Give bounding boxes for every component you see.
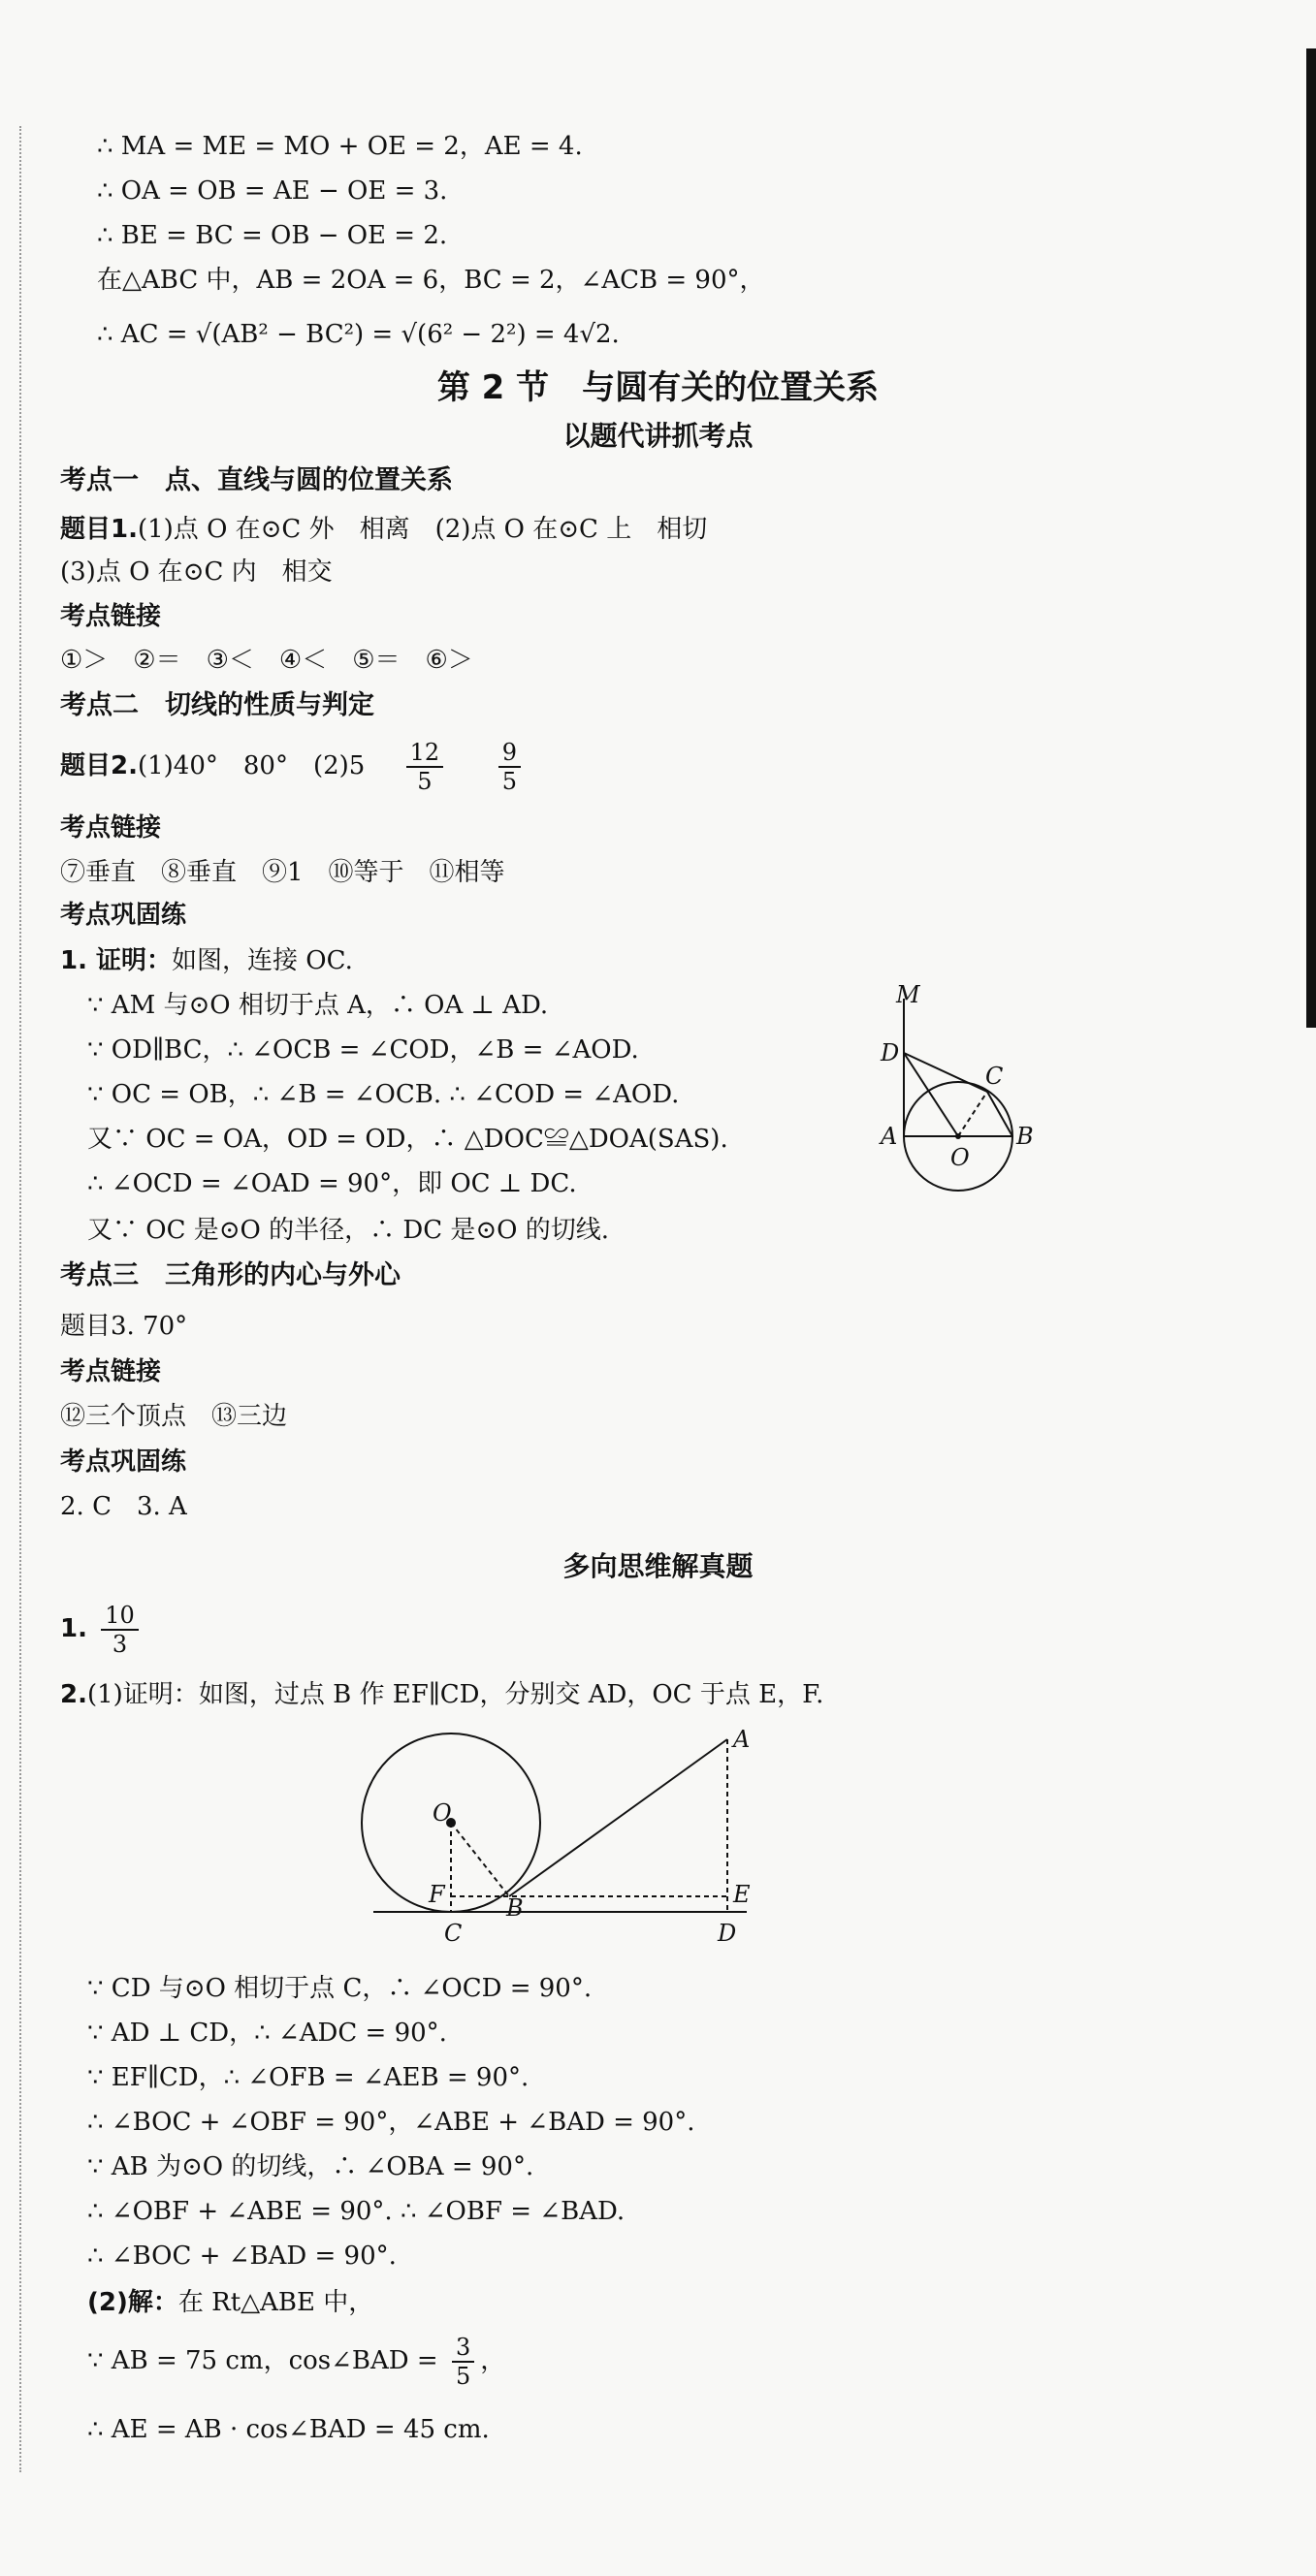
label-c: C xyxy=(444,1920,463,1947)
proof-line: ∴ ∠OBF + ∠ABE = 90°. ∴ ∠OBF = ∠BAD. xyxy=(87,2197,626,2226)
proof-line: ∴ ∠BOC + ∠BAD = 90°. xyxy=(87,2242,397,2271)
solve-label: (2)解： xyxy=(87,2288,178,2317)
line-oc-dashed xyxy=(958,1092,987,1136)
label-d: D xyxy=(881,1039,900,1066)
text-line: ∴ AC = √(AB² − BC²) = √(6² − 2²) = 4√2. xyxy=(97,320,620,349)
dotted-margin-line xyxy=(19,126,21,2472)
kd2-link-text: ⑦垂直 ⑧垂直 ⑨1 ⑩等于 ⑪相等 xyxy=(60,858,505,887)
real-a1: 1. $\frac{10}{3}$ xyxy=(60,1600,144,1658)
kd1-q-label: 题目1. xyxy=(60,515,138,544)
kd1-q-text2: (3)点 O 在⊙C 内 相交 xyxy=(60,557,333,587)
kd2-q-label: 题目2. xyxy=(60,751,138,780)
kd2-question xyxy=(60,737,527,795)
line-ob-dashed xyxy=(451,1823,509,1896)
kd2-q-text: (1)40° 80° (2)5 xyxy=(137,751,366,780)
label-o: O xyxy=(433,1799,452,1827)
kd3-link-label: 考点链接 xyxy=(60,1357,162,1386)
proof-line: ∴ ∠BOC + ∠OBF = 90°，∠ABE + ∠BAD = 90°. xyxy=(87,2108,695,2137)
page-edge-bar xyxy=(1306,48,1316,1028)
label-c: C xyxy=(985,1063,1004,1090)
kd1-link-label: 考点链接 xyxy=(60,602,162,631)
a2-proof-label: (1)证明： xyxy=(86,1680,199,1709)
kd2-fraction-2: $\frac{9}{5}$ xyxy=(498,739,521,795)
proof-line: 又∵ OC = OA，OD = OD，∴ △DOC≌△DOA(SAS). xyxy=(87,1125,728,1154)
label-f: F xyxy=(429,1881,445,1908)
proof-line: ∵ EF∥CD，∴ ∠OFB = ∠AEB = 90°. xyxy=(87,2063,530,2092)
kd3-practice-label: 考点巩固练 xyxy=(60,1447,187,1477)
figure-tangent-line xyxy=(359,1726,766,1958)
text-line: ∴ BE = BC = OB − OE = 2. xyxy=(97,221,448,250)
text-line: 在△ABC 中，AB = 2OA = 6，BC = 2，∠ACB = 90°， xyxy=(97,266,765,295)
kd2-heading: 考点二 切线的性质与判定 xyxy=(60,690,374,720)
proof-line: ∵ AD ⊥ CD，∴ ∠ADC = 90°. xyxy=(87,2019,447,2048)
text-line: ∴ MA = ME = MO + OE = 2，AE = 4. xyxy=(97,132,583,161)
kd3-answers: 2. C 3. A xyxy=(60,1492,187,1521)
kd1-question xyxy=(60,514,707,545)
proof-line: ∴ ∠OCD = ∠OAD = 90°，即 OC ⊥ DC. xyxy=(87,1169,577,1198)
label-a: A xyxy=(881,1123,898,1150)
proof-line: ∵ OD∥BC，∴ ∠OCB = ∠COD，∠B = ∠AOD. xyxy=(87,1035,639,1065)
figure-tangent-circle xyxy=(863,979,1047,1202)
proof-label: 1. 证明： xyxy=(60,946,173,975)
kd2-practice-label: 考点巩固练 xyxy=(60,901,187,930)
kd3-link-text: ⑫三个顶点 ⑬三边 xyxy=(60,1402,288,1431)
kd2-proof-start xyxy=(60,945,353,976)
sub-title: 以题代讲抓考点 xyxy=(562,420,754,452)
cos-fraction: $\frac{3}{5}$ xyxy=(452,2334,474,2390)
label-b: B xyxy=(506,1894,524,1922)
text-line: ∴ OA = OB = AE − OE = 3. xyxy=(97,176,448,206)
kd3-q-text: 题目3. 70° xyxy=(60,1312,188,1341)
kd1-link-text: ①＞ ②＝ ③＜ ④＜ ⑤＝ ⑥＞ xyxy=(60,646,473,675)
a2-first: 如图，过点 B 作 EF∥CD，分别交 AD，OC 于点 E，F. xyxy=(198,1680,824,1709)
real-a2-start: 2.(1)证明：如图，过点 B 作 EF∥CD，分别交 AD，OC 于点 E，F. xyxy=(60,1680,824,1709)
proof-line: ∵ AM 与⊙O 相切于点 A，∴ OA ⊥ AD. xyxy=(87,991,549,1020)
solve-first: 在 Rt△ABE 中， xyxy=(177,2288,374,2317)
proof-line: 又∵ OC 是⊙O 的半径，∴ DC 是⊙O 的切线. xyxy=(87,1216,610,1245)
label-m: M xyxy=(896,981,920,1008)
label-o: O xyxy=(950,1144,970,1171)
final-line: ∴ AE = AB · cos∠BAD = 45 cm. xyxy=(87,2415,490,2444)
point-o xyxy=(955,1133,961,1139)
label-a: A xyxy=(733,1726,751,1753)
kd2-fraction-1: $\frac{12}{5}$ xyxy=(406,739,444,795)
kd1-q-text: (1)点 O 在⊙C 外 相离 (2)点 O 在⊙C 上 相切 xyxy=(137,515,708,544)
kd2-link-label: 考点链接 xyxy=(60,813,162,843)
line-ab xyxy=(509,1739,727,1896)
solve-start xyxy=(87,2287,373,2318)
section-title: 第 2 节 与圆有关的位置关系 xyxy=(436,368,880,407)
proof-line: ∵ CD 与⊙O 相切于点 C，∴ ∠OCD = 90°. xyxy=(87,1974,593,2003)
real-title: 多向思维解真题 xyxy=(562,1550,754,1582)
proof-line: ∵ AB 为⊙O 的切线，∴ ∠OBA = 90°. xyxy=(87,2152,534,2181)
label-b: B xyxy=(1016,1123,1034,1150)
label-e: E xyxy=(733,1881,751,1908)
cos-line: ∵ AB = 75 cm，cos∠BAD = $\frac{3}{5}$ ， xyxy=(87,2334,506,2390)
kd3-heading: 考点三 三角形的内心与外心 xyxy=(60,1260,401,1290)
label-d: D xyxy=(718,1920,737,1947)
kd1-heading: 考点一 点、直线与圆的位置关系 xyxy=(60,465,453,495)
a1-fraction: $\frac{10}{3}$ xyxy=(101,1602,139,1658)
proof-first: 如图，连接 OC. xyxy=(172,946,353,975)
proof-line: ∵ OC = OB，∴ ∠B = ∠OCB. ∴ ∠COD = ∠AOD. xyxy=(87,1080,680,1109)
